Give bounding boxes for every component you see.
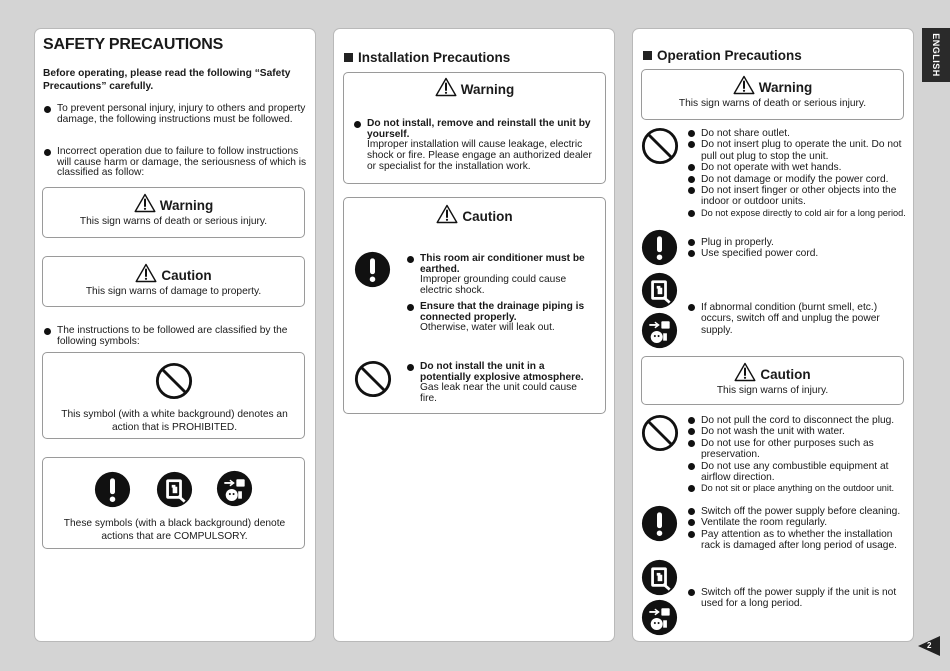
safety-precautions-panel bbox=[34, 28, 316, 642]
caution-item-text: Improper grounding could cause electric shock. bbox=[420, 274, 567, 297]
caution-unplug-list bbox=[687, 587, 902, 610]
warning-definition-box bbox=[42, 187, 305, 238]
prohibited-symbol-box bbox=[42, 352, 305, 439]
compulsory-must-icon bbox=[354, 251, 391, 288]
prohibited-icon bbox=[155, 362, 193, 400]
compulsory-unplug-icon bbox=[641, 312, 678, 349]
warning-text: This sign warns of death or serious injury. bbox=[678, 98, 867, 109]
list-item: Switch off the power supply before cleaning. bbox=[687, 506, 909, 517]
compulsory-unplug-icon bbox=[216, 470, 253, 507]
caution-triangle-icon bbox=[135, 263, 157, 283]
language-tab: ENGLISH bbox=[922, 28, 950, 82]
caution-compulsory-list bbox=[687, 506, 909, 552]
warning-item-bold: Do not install, remove and reinstall the unit by yourself. bbox=[367, 118, 591, 140]
list-item: Do not use any combustible equipment at airflow direction. bbox=[687, 461, 909, 484]
warning-text: This sign warns of death or serious injury. bbox=[79, 216, 268, 227]
caution-text: This sign warns of damage to property. bbox=[85, 286, 262, 297]
page-title: SAFETY PRECAUTIONS bbox=[43, 36, 224, 53]
installation-caution-box bbox=[343, 197, 606, 414]
list-item: Ventilate the room regularly. bbox=[687, 517, 909, 528]
operation-warning-box bbox=[641, 69, 904, 120]
list-item bbox=[406, 254, 596, 297]
list-item: Do not wash the unit with water. bbox=[687, 426, 909, 437]
list-item: Do not damage or modify the power cord. bbox=[687, 174, 909, 185]
list-item: Do not use for other purposes such as preservation. bbox=[687, 438, 909, 461]
list-item: If abnormal condition (burnt smell, etc.) occurs, switch off and unplug the power supply. bbox=[687, 302, 902, 336]
prohibited-icon bbox=[354, 360, 392, 398]
caution-item-bold: Do not install the unit in a potentially explosive atmosphere. bbox=[420, 361, 584, 383]
warning-heading: Warning bbox=[159, 198, 214, 213]
operation-precautions-panel bbox=[632, 28, 914, 642]
list-item: Do not insert finger or other objects into the indoor or outdoor units. bbox=[687, 185, 909, 208]
intro-text: Before operating, please read the following “Safety Precautions” carefully. bbox=[43, 68, 291, 92]
compulsory-plug-in-icon bbox=[641, 559, 678, 596]
caution-text: This sign warns of injury. bbox=[716, 385, 829, 396]
caution-item-text: Gas leak near the unit could cause fire. bbox=[420, 382, 577, 405]
list-item: Do not operate with wet hands. bbox=[687, 162, 909, 173]
list-item: The instructions to be followed are classified by the following symbols: bbox=[43, 326, 307, 347]
prohibited-description: This symbol (with a white background) denotes an action that is PROHIBITED. bbox=[61, 409, 288, 433]
list-item bbox=[406, 362, 596, 405]
operation-section-title: Operation Precautions bbox=[643, 48, 802, 63]
installation-precautions-panel bbox=[333, 28, 615, 642]
list-item bbox=[406, 302, 596, 334]
caution-heading: Caution bbox=[161, 268, 212, 283]
compulsory-description: These symbols (with a black background) denote actions that are COMPULSORY. bbox=[63, 518, 286, 542]
warning-unplug-list bbox=[687, 302, 902, 336]
installation-warning-box bbox=[343, 72, 606, 184]
compulsory-plug-in-icon bbox=[156, 471, 193, 508]
warning-triangle-icon bbox=[733, 75, 755, 95]
caution-triangle-icon bbox=[734, 362, 756, 382]
warning-prohibited-list bbox=[687, 128, 909, 219]
list-item: Switch off the power supply if the unit is not used for a long period. bbox=[687, 587, 902, 610]
compulsory-must-icon bbox=[94, 471, 131, 508]
caution-item-text: Otherwise, water will leak out. bbox=[420, 322, 555, 334]
compulsory-must-icon bbox=[641, 505, 678, 542]
compulsory-unplug-icon bbox=[641, 599, 678, 636]
list-item: Do not share outlet. bbox=[687, 128, 909, 139]
list-item: Do not expose directly to cold air for a long period. bbox=[687, 208, 909, 219]
prohibited-icon bbox=[641, 414, 679, 452]
caution-heading: Caution bbox=[760, 367, 811, 382]
warning-heading: Warning bbox=[460, 82, 515, 97]
operation-caution-box bbox=[641, 356, 904, 405]
compulsory-plug-in-icon bbox=[641, 272, 678, 309]
caution-prohibited-list bbox=[687, 415, 909, 495]
page-number-marker bbox=[918, 636, 940, 656]
warning-compulsory-list bbox=[687, 237, 909, 260]
list-item: Incorrect operation due to failure to follow instructions will cause harm or damage, the seriousness of which is classified as follow: bbox=[43, 147, 307, 179]
installation-section-title: Installation Precautions bbox=[344, 50, 510, 65]
page-number: 2 bbox=[927, 641, 932, 650]
caution-item-bold: This room air conditioner must be earthed. bbox=[420, 253, 585, 275]
warning-triangle-icon bbox=[435, 77, 457, 97]
list-item: Do not sit or place anything on the outdoor unit. bbox=[687, 483, 909, 494]
list-item: Pay attention as to whether the installation rack is damaged after long period of usage. bbox=[687, 529, 909, 552]
warning-item-text: Improper installation will cause leakage, electric shock or fire. Please engage an authorized dealer or specialist for the installation work. bbox=[367, 139, 592, 172]
warning-triangle-icon bbox=[134, 193, 156, 213]
compulsory-must-icon bbox=[641, 229, 678, 266]
caution-heading: Caution bbox=[462, 209, 513, 224]
prohibited-icon bbox=[641, 127, 679, 165]
compulsory-symbol-box bbox=[42, 457, 305, 549]
caution-triangle-icon bbox=[436, 204, 458, 224]
list-item bbox=[353, 119, 599, 173]
caution-definition-box bbox=[42, 256, 305, 307]
list-item: Do not pull the cord to disconnect the plug. bbox=[687, 415, 909, 426]
list-item: Use specified power cord. bbox=[687, 248, 909, 259]
list-item: Do not insert plug to operate the unit. Do not pull out plug to stop the unit. bbox=[687, 139, 909, 162]
list-item: To prevent personal injury, injury to others and property damage, the following instructions must be followed. bbox=[43, 104, 307, 125]
caution-item-bold: Ensure that the drainage piping is connected properly. bbox=[420, 301, 585, 323]
list-item: Plug in properly. bbox=[687, 237, 909, 248]
warning-heading: Warning bbox=[758, 80, 813, 95]
